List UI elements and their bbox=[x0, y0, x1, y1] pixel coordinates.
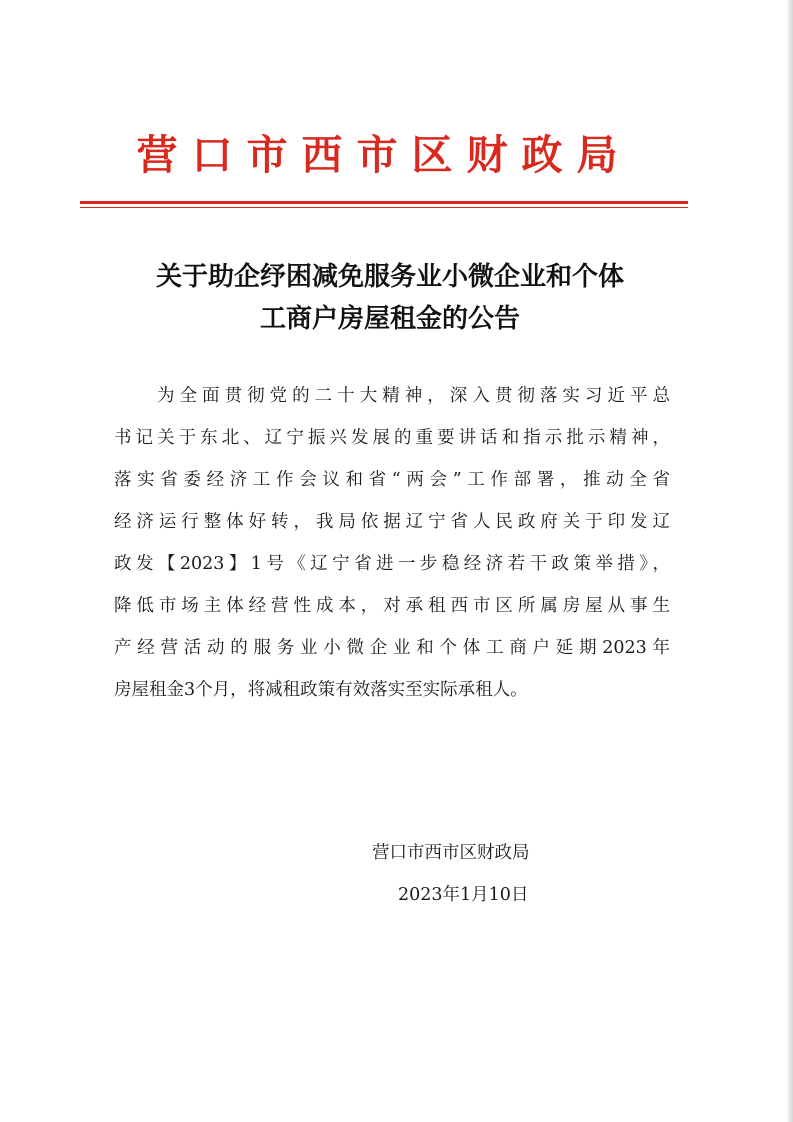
body-line-8: 房屋租金3个月，将减租政策有效落实至实际承租人。 bbox=[114, 680, 528, 700]
letterhead-rule-thick bbox=[80, 201, 688, 204]
document-title-line-1: 关于助企纾困减免服务业小微企业和个体 bbox=[155, 262, 624, 292]
body-line-5: 政发【2023】1号《辽宁省进一步稳经济若干政策举措》， bbox=[114, 554, 670, 574]
document-title-line-2: 工商户房屋租金的公告 bbox=[259, 304, 520, 334]
body-line-7: 产经营活动的服务业小微企业和个体工商户延期2023年 bbox=[114, 638, 670, 658]
scan-edge-shadow bbox=[786, 0, 793, 1122]
body-line-2: 书记关于东北、辽宁振兴发展的重要讲话和指示批示精神， bbox=[114, 428, 670, 448]
body-line-4: 经济运行整体好转，我局依据辽宁省人民政府关于印发辽 bbox=[114, 512, 670, 532]
body-line-1: 为全面贯彻党的二十大精神，深入贯彻落实习近平总 bbox=[157, 386, 670, 406]
letterhead-title: 营口市西市区财政局 bbox=[136, 131, 632, 179]
letterhead-rule-thin bbox=[80, 207, 688, 208]
signature-organization: 营口市西市区财政局 bbox=[372, 843, 530, 863]
signature-date: 2023年1月10日 bbox=[398, 885, 529, 905]
body-line-3: 落实省委经济工作会议和省“两会”工作部署，推动全省 bbox=[114, 470, 670, 490]
body-line-6: 降低市场主体经营性成本，对承租西市区所属房屋从事生 bbox=[114, 596, 670, 616]
